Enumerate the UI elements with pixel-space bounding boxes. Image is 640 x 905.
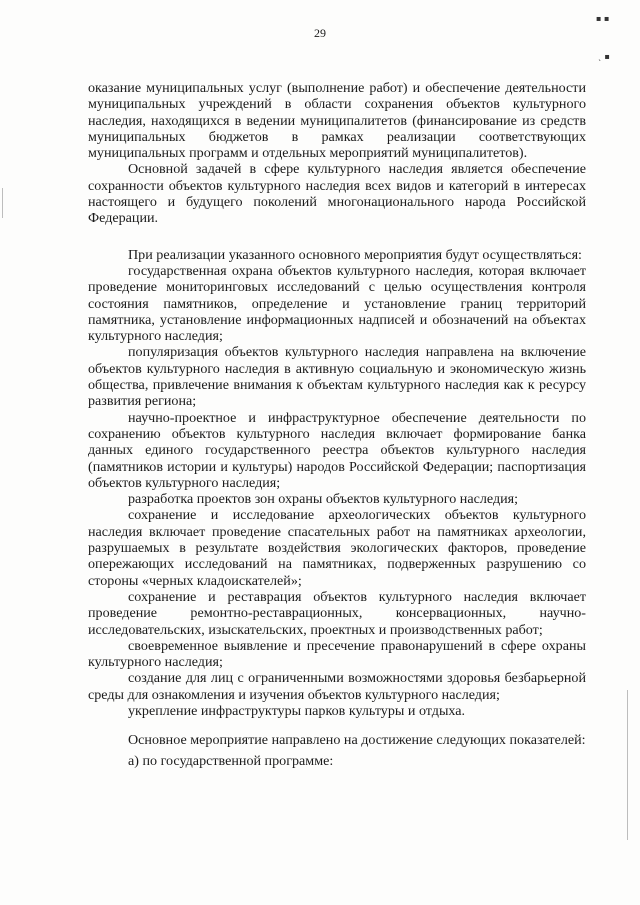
corner-mark-second: ˎ ▪ xyxy=(598,52,610,61)
paragraph-scientific-support: научно-проектное и инфраструктурное обеспечение деятельности по сохранению объектов культурного наследия включает формирование банка данных единого государственного реестра объектов культурного наследия (памятников истории и культуры) народов Российской Федерации; паспортизация объектов культурного наследия; xyxy=(88,409,586,491)
paragraph-popularization: популяризация объектов культурного наследия направлена на включение объектов культурного наследия в активную социальную и экономическую жизнь общества, привлечение внимания к объектам культурного наследия как к ресурсу развития региона; xyxy=(88,344,586,410)
scan-edge-mark xyxy=(2,188,3,218)
paragraph-offenses: своевременное выявление и пресечение правонарушений в сфере охраны культурного наследия; xyxy=(88,637,586,671)
paragraph-accessibility: создание для лиц с ограниченными возможностями здоровья безбарьерной среды для ознакомления и изучения объектов культурного наследия; xyxy=(88,670,586,703)
page-number: 29 xyxy=(314,26,326,40)
paragraph-archaeology: сохранение и исследование археологических объектов культурного наследия включает проведение спасательных работ на памятниках археологии, разрушаемых в результате воздействия экологических факторов, проведение опережающих исследований на памятниках, подверженных разрушению со стороны «черных кладоискателей»; xyxy=(88,507,586,589)
paragraph-parks: укрепление инфраструктуры парков культуры и отдыха. xyxy=(128,702,466,719)
body-text xyxy=(88,80,586,769)
paragraph-municipal-services: оказание муниципальных услуг (выполнение работ) и обеспечение деятельности муниципальных учреждений в области сохранения объектов культурного наследия, находящихся в ведении муниципалитетов (финансирование из средств муниципальных бюджетов в рамках реализации соответствующих муниципальных программ и отдельных мероприятий муниципалитетов). xyxy=(88,80,586,162)
paragraph-implementation-intro: При реализации указанного основного мероприятия будут осуществляться: xyxy=(128,246,582,263)
paragraph-restoration: сохранение и реставрация объектов культурного наследия включает проведение ремонтно-реставрационных, консервационных, научно-исследовательских, изыскательских, проектных и производственных работ; xyxy=(88,588,586,638)
corner-mark-top: ▪ ▪ xyxy=(596,14,610,23)
paragraph-state-protection: государственная охрана объектов культурного наследия, которая включает проведение мониторинговых исследований с целью осуществления контроля состояния памятников, определение и установление границ территорий памятника, установление информационных надписей и обозначений на объектах культурного наследия; xyxy=(88,262,586,345)
paragraph-indicators: Основное мероприятие направлено на достижение следующих показателей: xyxy=(128,732,586,749)
paragraph-protection-zones: разработка проектов зон охраны объектов культурного наследия; xyxy=(128,491,519,508)
paragraph-main-task: Основной задачей в сфере культурного наследия является обеспечение сохранности объектов культурного наследия всех видов и категорий в интересах настоящего и будущего поколений многонационального народа Российской Федерации. xyxy=(88,161,586,227)
paragraph-state-program: а) по государственной программе: xyxy=(128,752,334,769)
scan-edge-line xyxy=(627,690,628,840)
